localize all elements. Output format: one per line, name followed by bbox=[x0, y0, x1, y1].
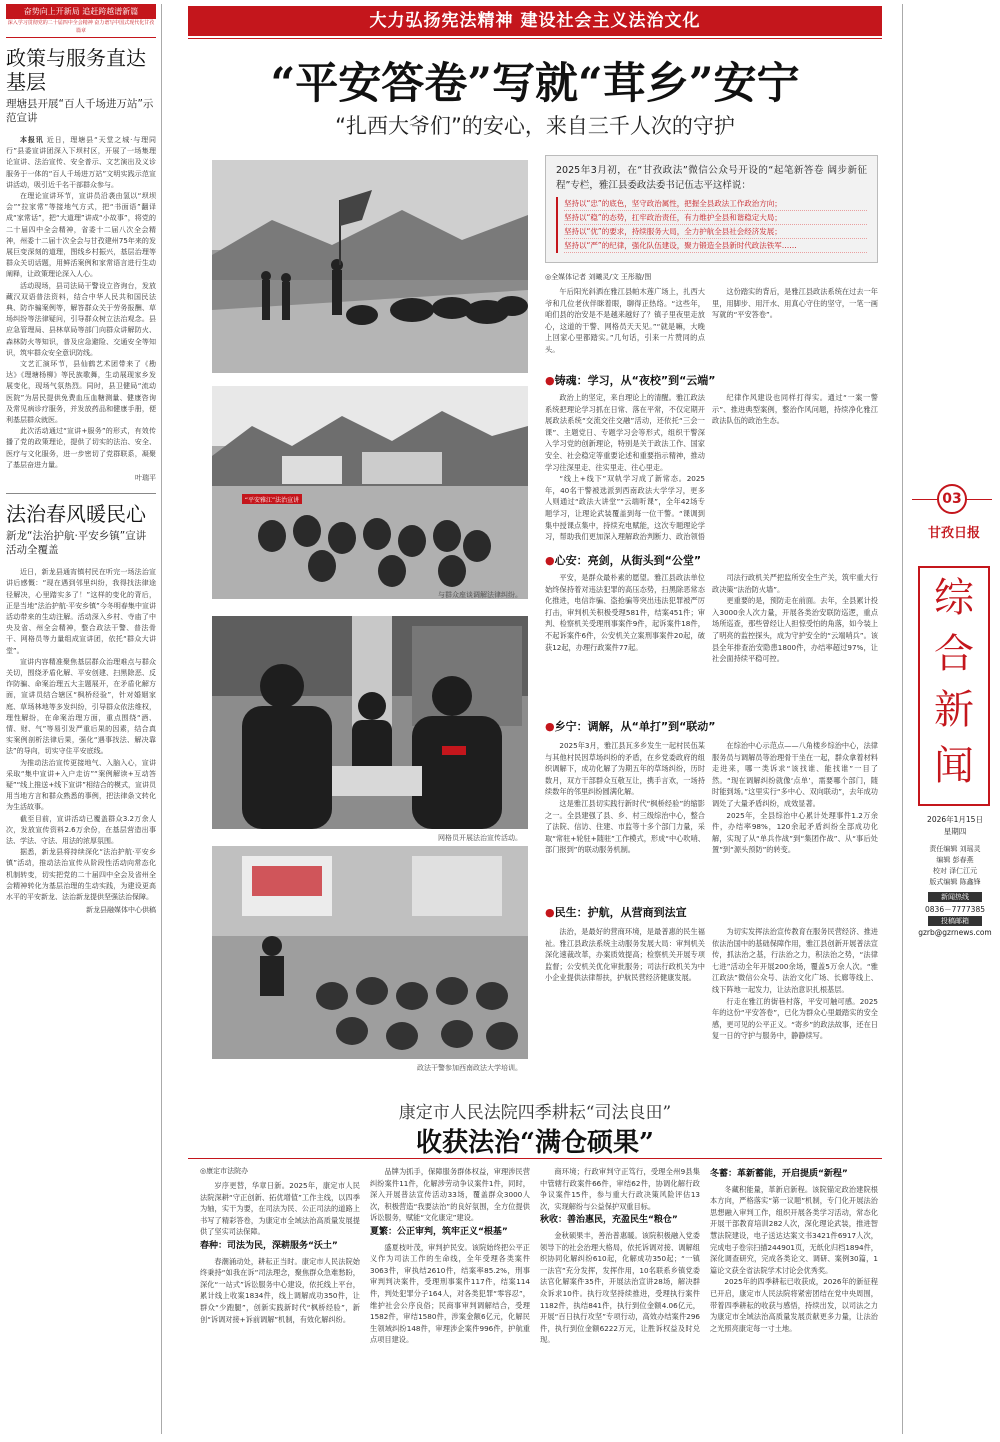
left-article1-subtitle: 理塘县开展“百人千场进万站”示范宣讲 bbox=[6, 98, 154, 124]
article2-para: 岁序更替，华章日新。2025年，康定市人民法院深耕“守正创新、拓优增值”工作主线，以四季为轴，实干为要，在司法为民、公正司法的道路上书写了精彩答卷，为康定市全域法治高质量发展提供了坚实司法保障。 bbox=[200, 1181, 360, 1237]
photo-caption: 网格员开展法治宣传活动。 bbox=[438, 834, 522, 842]
photo-mediation-image bbox=[212, 386, 528, 599]
photo-grid-worker bbox=[212, 616, 528, 829]
article2-para: 商环境；行政审判守正笃行，受理全州9县集中管辖行政案件66件，审结62件，协调化解行政争议案件15件，参与重大行政决策风险评估13次，实现解纷与公益保护双重目标。 bbox=[540, 1167, 700, 1211]
article2-para: 2025年的四季耕耘已收获成，2026年的新征程已开启，康定市人民法院将紧密团结在党中央周围，带着四季耕耘的收获与感悟，持续出发，以司法之力为康定市全域法治高质量发展贡献更多力量，让法治之光照亮康定每一寸土地。 bbox=[710, 1277, 878, 1333]
left-article1-para: 此次活动通过“宣讲+服务”的形式，有效传播了党的政策理论，提供了切实的法治、安全、医疗与文化服务，进一步密切了党群联系，凝聚了基层奋进力量。 bbox=[6, 427, 156, 469]
section-para: 纪律作风建设也同样打得实。通过“一案一警示”、推进典型案例，整治作风问题，持续净化雅江政法队伍的政治生态。 bbox=[712, 393, 878, 426]
intro-para bbox=[545, 286, 705, 364]
issue-date: 2026年1月15日 bbox=[927, 815, 983, 824]
photo-training bbox=[212, 846, 528, 1059]
article2-col1 bbox=[200, 1180, 360, 1434]
newspaper-masthead: 甘孜日报 bbox=[927, 526, 980, 541]
section-body bbox=[712, 740, 878, 898]
hotline-label: 新闻热线 bbox=[928, 892, 982, 902]
editor-credits bbox=[914, 844, 996, 888]
section-para: 在综治中心示范点——八角楼乡综治中心，法律服务员与调解员等治理骨干坐在一起，群众拿着材料走进来，哪一类诉求“该找谁、能找谁”一目了然。“现在调解纠纷就像‘点单’，需要哪个部门，随时能到场。”这里实行“多中心、双向联动”，去年成功调处了大量矛盾纠纷，成效显著。 bbox=[712, 741, 878, 808]
photo-caption: 政法干警参加西南政法大学培训。 bbox=[417, 1064, 522, 1072]
hotline-number: 0836－7777385 bbox=[925, 905, 985, 914]
article2-title-line2: 收获法治“满仓硕果” bbox=[416, 1128, 654, 1158]
article2-subhead: 夏繁：公正审判，筑牢正义“根基” bbox=[370, 1226, 508, 1237]
section-body bbox=[545, 572, 705, 688]
photo-caption: 与群众座谈调解法律纠纷。 bbox=[438, 591, 522, 599]
photo-training-image bbox=[212, 846, 528, 1059]
left-article1-author: 叶瑞平 bbox=[135, 474, 156, 483]
issue-weekday: 星期四 bbox=[943, 827, 967, 836]
column-divider bbox=[902, 4, 903, 1434]
section-char: 综 bbox=[934, 575, 974, 621]
left-article1-para: 文艺汇演环节，县仙鹤艺术团带来了《勘达》《理塘杨柳》等民族歌舞，生动展现家乡发展变化，现场气氛热烈。同时，县卫健局“流动医院”为居民提供免费血压血糖测量、健康咨询及常见病诊疗服务，并发放药品和健康手册，便利基层群众就医。 bbox=[6, 360, 156, 425]
article2-subhead: 秋收：善治惠民，充盈民生“粮仓” bbox=[540, 1215, 678, 1226]
left-article1-byline: 本报讯 bbox=[20, 136, 44, 144]
intro-point: 坚持以“严”的纪律，强化队伍建设，聚力锻造全县新时代政法铁军…… bbox=[564, 239, 867, 253]
credit-line: 责任编辑 刘瑶灵 bbox=[929, 845, 981, 853]
left-column bbox=[6, 4, 156, 1438]
credit-line: 版式编辑 陈鑫锋 bbox=[929, 878, 981, 886]
intro-point: 坚持以“稳”的态势，扛牢政治责任，有力维护全县和谐稳定大局； bbox=[564, 211, 867, 225]
article2-para: 品牌为抓手，保障服务群体权益，审理涉民营纠纷案件11件，化解涉劳动争议案件1件，同时，深入开展普法宣传活动33场，覆盖群众3000人次，积极营造“我要法治”的良好氛围，全方位提供诉讼服务，赋能“文化康定”建设。 bbox=[370, 1167, 530, 1223]
article-byline: ◎全媒体记者 刘曦灵/文 王彤璇/图 bbox=[545, 273, 652, 281]
left-article2-para: 近日，新龙县通宵镇村民在听完一场法治宣讲后感慨：“现在遇到邻里纠纷，我得找法律途径解决，心里踏实多了！”这样的变化的背后，正是当地“法治护航·平安乡镇”今冬明春集中宣讲活动带来的生动注解。活动深入乡村、寺庙了中央及省、州全会精神，整合政法干警、普法骨干、网格员等力量组成宣讲团，依托“群众大讲堂”。 bbox=[6, 568, 156, 655]
left-article1-para: 在理论宣讲环节，宣讲员沿袭由氢以“坝坝会”“拉家常”等接地气方式，把“书面语”翻译成“家常话”，把“大道理”讲成“小故事”，将党的二十届四中全会精神，省委十二届八次全会精神，州委十二届十次全会与甘孜建州75年来的发展巨变深刻的道理，图线乡村振兴，基层治理等群众关切话题，用鲜活案例和家常语言进行生动阐释，让政策理论深入人心。 bbox=[6, 192, 156, 279]
section-para: 平安，是群众最朴素的愿望。雅江县政法单位始终保持着对违法犯罪的高压态势，扫黑除恶常态化推进，电信诈骗、盗抢骗等突出违法犯罪被严厉打击，审判机关积极受理581件，结案451件；审判、检察机关受理刑事案件9件，起诉案件18件，不起诉案件6件，公安机关立案刑事案件20起，破获12起，办理行政案件77起。 bbox=[545, 573, 705, 652]
left-article2-para: 为推动法治宣传更接地气、入脑入心，宣讲采取“集中宣讲+入户走访”“案例解读+互动答疑”“线上推送+线下宣讲”相结合的模式，宣讲员用当地方言和群众熟悉的事例，把法律条文转化为生活故事。 bbox=[6, 758, 156, 812]
article2-rule bbox=[188, 1158, 882, 1159]
section-name bbox=[918, 566, 990, 806]
left-article2-para: 据悉，新龙县将持续深化“法治护航·平安乡镇”活动，推动法治宣传从阶段性活动向常态化机制转变，切实把党的二十届四中全会及省州全会精神转化为基层治理的生动实践，为建设更高水平的平安新龙、法治新龙提供坚强法治保障。 bbox=[6, 848, 156, 901]
intro-point: 坚持以“忠”的底色，坚守政治属性，把握全县政法工作政治方向； bbox=[564, 197, 867, 211]
sub-headline: “扎西大爷们”的安心，来自三千人次的守护 bbox=[335, 114, 735, 138]
section-para: 为切实发挥法治宣传教育在服务民营经济、推进依法治国中的基础保障作用，雅江县创新开展普法宣传，抓法治之基，行法治之力，积法治之势，“法律七进”活动全年开展200余场，覆盖5万余人次。“雅江政法”微信公众号、法治文化广场、长廊等线上、线下阵地一起发力，让法治意识扎根基层。 bbox=[712, 927, 878, 994]
left-article1-title: 政策与服务直达基层 bbox=[6, 46, 146, 94]
section-body bbox=[712, 572, 878, 688]
left-article2-body bbox=[6, 567, 156, 903]
section-para: 司法行政机关严把监所安全生产关，筑牢重大行政决策“法治防火墙”。 bbox=[712, 573, 878, 594]
article2-para: 春潮涌动处，耕耘正当时。康定市人民法院始终秉持“如我在诉”司法理念，聚焦群众急难愁盼，深化“一站式”诉讼服务中心建设，依托线上平台，累计线上收案1834件，线上调解成功350件，让群众“少跑腿”，创新实践新时代“枫桥经验”，新创“诉调对接+诉前调解”机制，有效化解纠纷。 bbox=[200, 1256, 360, 1324]
headline: “平安答卷”写就“茸乡”安宁 bbox=[270, 59, 800, 109]
banner-rule bbox=[188, 38, 882, 39]
article2-subhead: 冬蓄：革新蓄能，开启提质“新程” bbox=[710, 1169, 848, 1179]
article2-byline: ◎康定市法院办 bbox=[200, 1167, 249, 1175]
section-para: “线上+线下”双轨学习成了新常态。2025年，40名干警被选派到西南政法大学学习，更多人则通过“政法大讲堂”“云端听课”，全年42场专题学习，让理论武装覆盖到每一位干警。“课调到集中授课点集中，持续充电赋能，这次专题理论学习，帮助我们更加深入理解政治判断力、政治领悟 bbox=[545, 474, 705, 542]
section-para: 2025年，全县综治中心累计处理事件1.2万余件，办结率98%，120余起矛盾纠纷全部成功化解，实现了从“单兵作战”到“集团作战”、从“事后处置”到“源头预防”的转变。 bbox=[712, 810, 878, 855]
intro-para-text: 午后阳光斜洒在雅江县帕木莲广场上，扎西大爷和几位老伙伴眯着眼，聊得正热络。“这些年，咱们县的治安是不是越来越好了？镇子里夜里走放心，这道的干警、网格员天天见。”“就是嘛，大晚上回家心里都踏实。”几句话，引来一片赞同的点头。 bbox=[545, 287, 705, 354]
section-char: 合 bbox=[934, 631, 974, 677]
photo-mediation bbox=[212, 386, 528, 599]
article2-col2 bbox=[370, 1166, 530, 1434]
section-para: 更重要的是，预防走在前面。去年，全县累计投入3000余人次力量，开展各类治安联防巡逻，重点场所巡查，那些曾经让人担惊受怕的角落，如今装上了明亮的监控探头，成为守护安全的“云端哨兵”。该县全年排查治安隐患1800件，办结率超过97%，让社会面持续平稳可控。 bbox=[712, 596, 878, 664]
section-para: 行走在雅江的街巷村落，平安可触可感。2025年的这份“平安答卷”，已化为群众心里最踏实的安全感，更可见的公平正义。“寄乡”的政法故事，还在日复一日的守护与服务中，静静续写。 bbox=[712, 996, 878, 1041]
page-number-badge: 03 bbox=[937, 484, 967, 514]
article2-col3 bbox=[540, 1166, 700, 1434]
article2-para: 冬藏积能量，革新启新程。该院锚定政治建院根本方向，严格落实“第一议题”机制，专门化开展法治思想融入审判工作，组织开展各类学习活动，常态化开展干部教育培训282人次，深化理论武装，推进智慧法院建设，电子送达达案文书3421件6917人次，完成电子卷宗扫描244901页，无纸化归档1894件，深化调查研究，完成各类论文、调研、案例30篇，1篇论文获全省法院学术讨论会优秀奖。 bbox=[710, 1184, 878, 1275]
intro-point-list bbox=[556, 197, 867, 253]
photo-yak-transfer-image bbox=[212, 160, 528, 373]
left-article2-author: 新龙县融媒体中心供稿 bbox=[86, 906, 156, 915]
photo-grid-worker-image bbox=[212, 616, 528, 829]
top-slogan: 奋势向上开新局 追赶跨越谱新篇 bbox=[6, 4, 156, 19]
section-para: 法治，是最好的营商环境，是最普惠的民生福祉。雅江县政法系统主动服务发展大局：审判机关深化速裁改革，办案质效提高；检察机关开展专项监督；公安机关优化审批服务；司法行政机关为中小企业提供法律帮扶，护航民营经济健康发展。 bbox=[545, 927, 705, 983]
article2-para: 金秋硕果丰，善治普惠暖。该院积极融入党委领导下的社会治理大格局，依托诉调对接、调解组织协同化解纠纷610起，化解成功350起；“一镇一法官”充分发挥，发挥作用，10名联系乡镇党委法官化解案件35件，开展法治宣讲28场，解决群众诉求10件。执行攻坚持续推进，受理执行案件1182件，执结841件，执行到位金额4.06亿元，开展“百日执行攻坚”专项行动，高效办结案件296件，执行到位金额6222万元，让胜诉权益及时兑现。 bbox=[540, 1230, 700, 1345]
section-heading: ●铸魂：学习，从“夜校”到“云端” bbox=[545, 374, 716, 387]
section-heading: ●心安：亮剑，从街头到“公堂” bbox=[545, 554, 702, 567]
section-char: 新 bbox=[934, 687, 974, 733]
article2-para: 盛夏枝叶茂，审判护民安。该院始终把公平正义作为司法工作的生命线，全年受理各类案件3063件，审执结2610件，结案率85.2%，刑事审判判决案件，受理刑事案件117件，结案114件，判处犯罪分子164人，对各类犯罪“零容忍”，维护社会公序良俗；民商事审判调解结合，受理1582件，审结1580件，涉案金额6亿元，化解民生领域纠纷148件，审理涉企案件996件，护航重点项目建设。 bbox=[370, 1242, 530, 1345]
credit-line: 校对 泽仁江元 bbox=[932, 867, 978, 875]
column-divider bbox=[161, 4, 162, 1434]
page-banner: 大力弘扬宪法精神 建设社会主义法治文化 bbox=[188, 6, 882, 36]
section-heading: ●民生：护航，从营商到法宣 bbox=[545, 906, 687, 919]
section-para: 这是雅江县切实践行新时代“枫桥经验”的缩影之一。全县建强了县、乡、村三级综治中心，整合了法院、信访、住建、市监等十多个部门力量，采取“常驻+轮驻+随驻”工作模式，形成“中心吹哨、部门报到”的联动服务机制。 bbox=[545, 798, 705, 855]
intro-lead: 2025年3月初，在“甘孜政法”微信公众号开设的“起笔新答卷 阔步新征程”专栏，雅江县委政法委书记伍志平这样说： bbox=[556, 165, 867, 191]
credit-line: 编辑 彭春燕 bbox=[936, 856, 974, 864]
left-article1-para: 活动现场，县司法局干警设立咨询台，发放藏汉双语普法资料，结合中华人民共和国民法典、防诈骗案例等，解答群众关于劳务报酬、草场纠纷等法律疑问，引导群众树立法治观念。县应急管理局、县林草局等部门向群众讲解防火、森林防火等知识，普及应急避险、交通安全等知识，筑牢群众安全意识防线。 bbox=[6, 281, 156, 357]
article2-col4 bbox=[710, 1166, 878, 1434]
section-para: 政治上的坚定，来自理论上的清醒。雅江政法系统把理论学习抓在日常、落在平常，不仅定期开展政法系统“交流交往交融”活动，还依托“三会一课”、主题党日、专题学习会等形式，组织干警深入学习党的创新理论，特别是关于政法工作、国家安全、社会稳定等重要论述和重要指示精神，推动学习往深里走、往实里走、往心里走。 bbox=[545, 393, 705, 472]
section-body bbox=[712, 392, 878, 542]
left-article2-title: 法治春风暖民心 bbox=[6, 502, 146, 527]
left-article2-subtitle: 新龙“法治护航·平安乡镇”宣讲活动全覆盖 bbox=[6, 530, 147, 557]
photo-yak-transfer bbox=[212, 160, 528, 373]
section-body bbox=[545, 392, 705, 542]
intro-point: 坚持以“优”的要求，持续服务大局，全力护航全县社会经济发展； bbox=[564, 225, 867, 239]
left-article2-para: 宣讲内容精准聚焦基层群众治理难点与群众关切，围绕矛盾化解、平安创建、扫黑除恶、反诈防骗、命案治理五大主题展开，在矛盾化解方面，宣讲员结合辖区“枫桥经验”，针对婚姻家庭、草场林地等多发纠纷，引导群众依法维权，理性解纷，在命案治理方面，重点围绕“酒、情、财、气”等易引发严重后果的因素，结合真实案例剖析法律后果，强化“遇事找法、解决靠法”的导向，切实守住平安底线。 bbox=[6, 657, 156, 756]
intro-para-text: 这份踏实的背后，是雅江县政法系统在过去一年里，用脚步、用汗水、用真心守住的坚守，一笔一画写就的“平安答卷”。 bbox=[712, 287, 878, 320]
intro-para bbox=[712, 286, 878, 364]
left-divider bbox=[6, 493, 156, 494]
article2-title-line1: 康定市人民法院四季耕耘“司法良田” bbox=[398, 1103, 672, 1123]
section-body bbox=[545, 740, 705, 898]
email-address: gzrb@gzrnews.com bbox=[918, 928, 992, 937]
left-article2-para: 截至目前，宣讲活动已覆盖群众3.2万余人次，发放宣传资料2.6万余份，在基层营造出事法、学法、守法、用法的浓厚氛围。 bbox=[6, 814, 156, 845]
article2-subhead: 春种：司法为民，深耕服务“沃土” bbox=[200, 1240, 338, 1251]
email-label: 投稿邮箱 bbox=[928, 916, 982, 926]
intro-quote-box bbox=[545, 155, 878, 263]
top-slogan-sub: 深入学习贯彻党的二十届四中全会精神 奋力谱写中国式现代化甘孜篇章 bbox=[6, 19, 156, 38]
section-para: 2025年3月，雅江县瓦多乡发生一起村民伍某与其他村民因草场纠纷的矛盾，在乡党委政府的组织调解下，成功化解了为期五年的草场纠纷，历时数月，双方干部群众互敬互让，携手言欢，一场持续数年的邻里纠纷圆满化解。 bbox=[545, 741, 705, 797]
left-article1-para: 近日，理塘县“天堂之城·与理同行”县委宣讲团深入下坝村区，开展了一场集理论宣讲、法治宣传、安全普示、文艺演出及义诊服务于一体的“百人千场进万站”文明实践示范宣讲活动，吸引近千名干部群众参与。 bbox=[6, 136, 156, 189]
section-char: 闻 bbox=[934, 743, 974, 789]
section-body bbox=[545, 926, 705, 1076]
left-article1-body bbox=[6, 135, 156, 471]
section-heading: ●乡宁：调解，从“单打”到“联动” bbox=[545, 720, 716, 733]
section-body bbox=[712, 926, 878, 1076]
photo-banner-text: “平安雅江”法治宣讲 bbox=[244, 497, 300, 504]
